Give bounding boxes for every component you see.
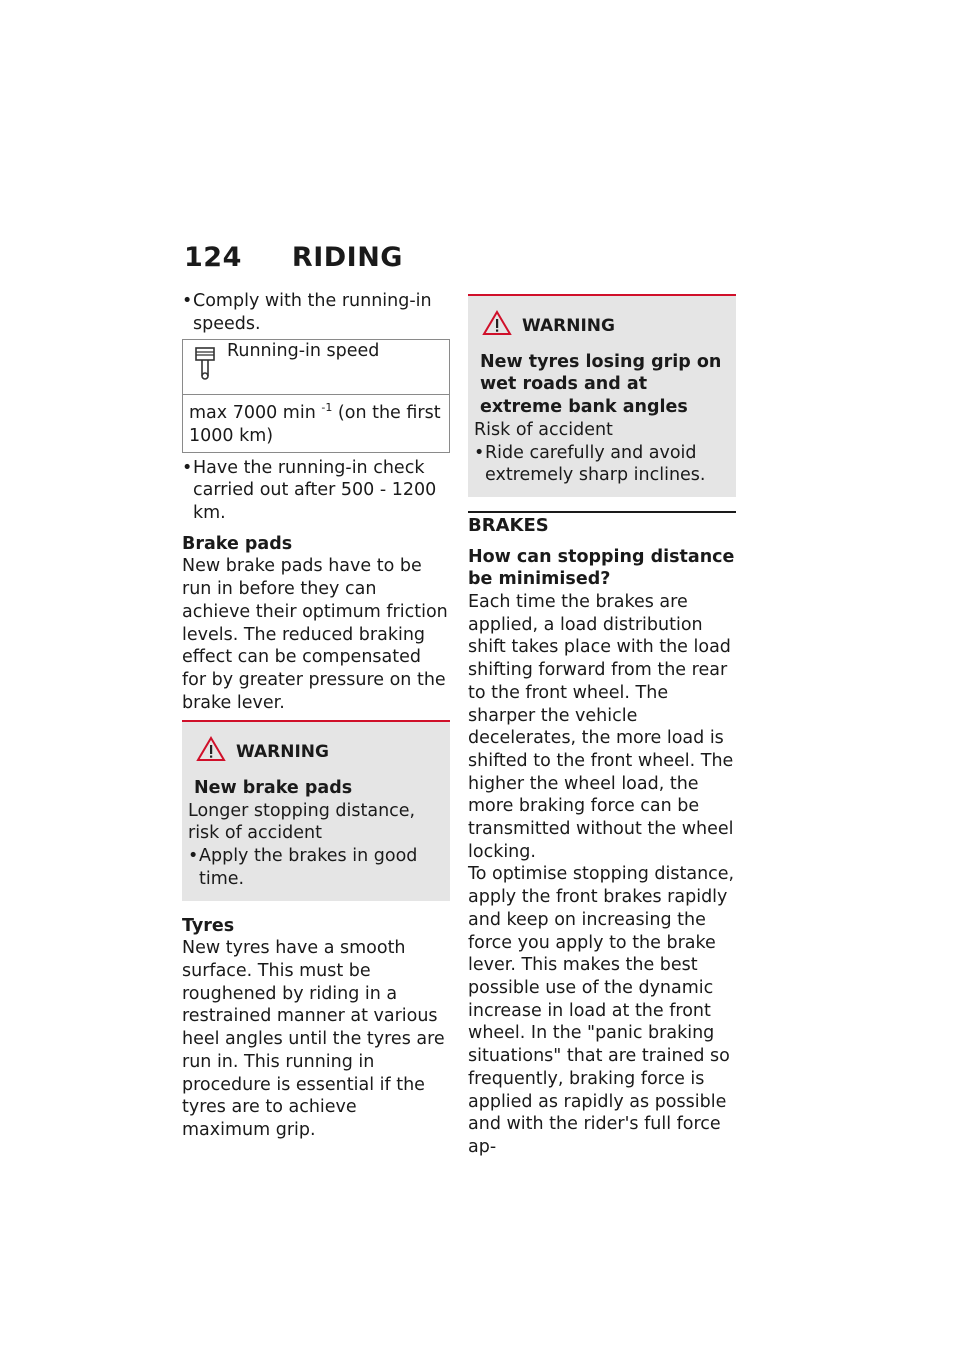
- paragraph: New tyres have a smooth surface. This must be roughened by riding in a restrained manner at various heel angles until the tyres are run in. This running in procedure is essential if the tyres are to achieve maximum grip.: [182, 938, 445, 1140]
- section-heading: BRAKES: [468, 511, 736, 538]
- warning-heading: WARNING: [236, 742, 329, 763]
- warning-risk: Risk of accident: [474, 419, 613, 440]
- warning-risk: Longer stopping distance, risk of accident: [188, 800, 416, 844]
- spec-value: max 7000 min $^{-1}$ (on the first 1000 km): [189, 401, 441, 446]
- bullet-dot: •: [182, 291, 193, 311]
- section-title: Tyres: [182, 915, 235, 936]
- warning-heading: WARNING: [522, 316, 615, 336]
- piston-icon: [183, 340, 227, 394]
- warning-title: New tyres losing grip on wet roads and at extreme bank angles: [480, 351, 722, 418]
- bullet-dot: •: [182, 457, 193, 478]
- spec-label: Running-in speed: [227, 341, 380, 362]
- warning-box: [182, 720, 450, 900]
- list-item: • Have the running-in check carried out after 500 - 1200 km.: [182, 457, 437, 524]
- warning-triangle-icon: [482, 310, 512, 343]
- warning-triangle-icon: [196, 736, 226, 769]
- page-number: 124: [184, 242, 242, 273]
- paragraph: New brake pads have to be run in before they can achieve their optimum friction levels. The reduced braking effect can be compensated for by greater pressure on the brake lever.: [182, 556, 448, 713]
- right-column: [468, 290, 736, 1159]
- paragraph: Each time the brakes are applied, a load distribution shift takes place with the load shifting forward from the rear to the front wheel. The sharper the vehicle decelerates, the more load is shifted to the front wheel. The higher the wheel load, the more braking force can be transmitted without the wheel locking.: [468, 592, 734, 862]
- spec-table: [182, 339, 450, 452]
- left-column: [182, 290, 450, 1142]
- question-title: How can stopping distance be minimised?: [468, 546, 735, 590]
- page-header: [184, 242, 403, 273]
- warning-box: [468, 294, 736, 497]
- warning-title: New brake pads: [194, 778, 353, 799]
- chapter-title: RIDING: [291, 242, 403, 273]
- list-item: • Ride carefully and avoid extremely sharp inclines.: [474, 442, 706, 486]
- section-title: Brake pads: [182, 533, 293, 554]
- list-item: • Apply the brakes in good time.: [188, 846, 418, 889]
- paragraph: To optimise stopping distance, apply the front brakes rapidly and keep on increasing the force you apply to the brake lever. This makes the best possible use of the dynamic increase in load at the front wheel. In the "panic braking situations" that are trained so frequently, braking force is applied as rapidly as possible and with the rider's full force ap-: [468, 864, 735, 1157]
- list-item: • Comply with the running-in speeds.: [182, 291, 432, 334]
